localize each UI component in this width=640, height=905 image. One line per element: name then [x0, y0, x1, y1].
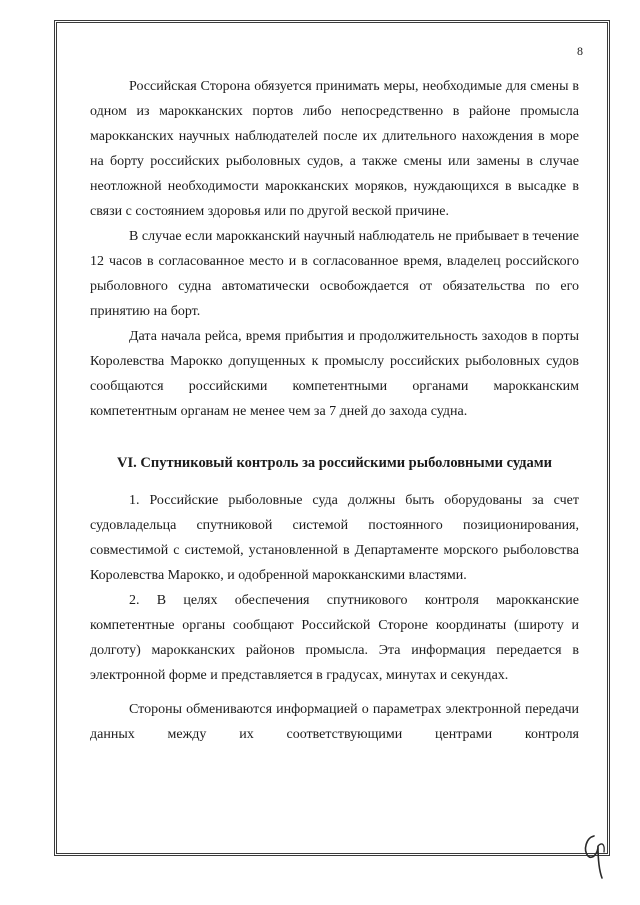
page-number: 8 — [577, 44, 583, 58]
paragraph-coordinates: 2. В целях обеспечения спутникового контроля марокканские компетентные органы сообщают Российской Стороне координаты (широту и долготу) марокканских районов промысла. Эта информация передается в электронной форме и представляется в градусах, минутах и секундах. — [90, 593, 579, 683]
paragraph-data-exchange: Стороны обмениваются информацией о параметрах электронной передачи данных между их соответствующими центрами контроля — [90, 702, 579, 742]
section-heading: VI. Спутниковый контроль за российскими рыболовными судами — [117, 455, 552, 471]
document-body — [90, 74, 579, 747]
handwritten-initials — [580, 828, 614, 884]
paragraph-satellite-equipment: 1. Российские рыболовные суда должны быть оборудованы за счет судовладельца спутниковой системой постоянного позиционирования, совместимой с системой, установленной в Департаменте морского рыболовства Королевства Марокко, и одобренной марокканскими властями. — [90, 493, 579, 583]
paragraph-port-calls: Дата начала рейса, время прибытия и продолжительность заходов в порты Королевства Марокко допущенных к промыслу российских рыболовных судов сообщаются российскими компетентными органами марокканским компетентным органам не менее чем за 7 дней до захода судна. — [90, 329, 579, 419]
paragraph-observer-replacement: Российская Сторона обязуется принимать меры, необходимые для смены в одном из марокканских портов либо непосредственно в районе промысла марокканских научных наблюдателей после их длительного нахождения в море на борту российских рыболовных судов, а также смены или замены в случае неотложной необходимости марокканских моряков, нуждающихся в высадке в связи с состоянием здоровья или по другой веской причине. — [90, 79, 579, 219]
paragraph-observer-absence: В случае если марокканский научный наблюдатель не прибывает в течение 12 часов в согласованное место и в согласованное время, владелец российского рыболовного судна автоматически освобождается от обязательства по его принятию на борт. — [90, 229, 579, 319]
